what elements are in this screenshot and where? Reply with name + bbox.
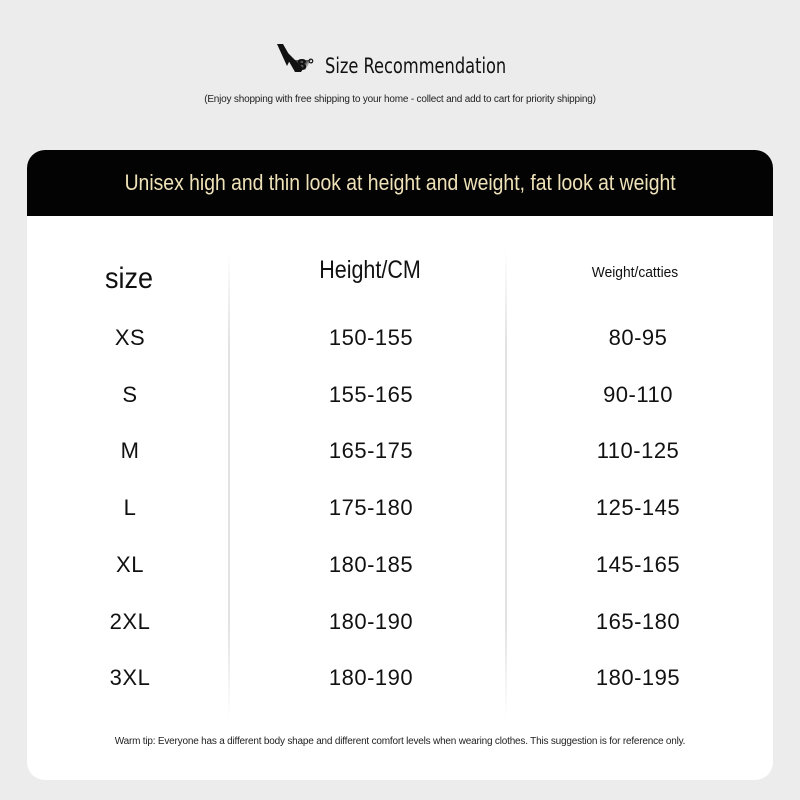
- height-cell: 150-155: [328, 325, 414, 350]
- weight-cell: 145-165: [595, 551, 681, 577]
- height-cell: 155-165: [328, 381, 414, 407]
- page-subtitle: (Enjoy shopping with free shipping to your home - collect and add to cart for priority shipping): [204, 94, 596, 105]
- height-cell: 180-190: [328, 665, 414, 691]
- size-cell: XS: [114, 325, 146, 350]
- header-weight: Weight/catties: [591, 264, 679, 281]
- weight-cell: 165-180: [595, 608, 681, 634]
- weight-cell: 80-95: [608, 325, 668, 350]
- banner: [27, 150, 773, 216]
- size-cell: M: [120, 438, 140, 464]
- weight-cell: 180-195: [595, 665, 681, 691]
- footnote: Warm tip: Everyone has a different body shape and different comfort levels when wearing clothes. This suggestion is for reference only.: [114, 736, 686, 747]
- header-height: Height/CM: [319, 256, 421, 284]
- column-divider: [228, 250, 230, 720]
- weight-cell: 125-145: [595, 495, 681, 521]
- size-cell: XL: [116, 551, 144, 577]
- banner-text: Unisex high and thin look at height and weight, fat look at weight: [124, 170, 676, 195]
- header-size: size: [104, 262, 154, 295]
- weight-cell: 110-125: [596, 438, 680, 464]
- height-cell: 180-190: [328, 608, 414, 634]
- size-cell: S: [122, 381, 138, 407]
- weight-cell: 90-110: [603, 381, 673, 407]
- column-divider: [505, 250, 507, 720]
- page-header: [0, 30, 800, 120]
- height-cell: 175-180: [328, 495, 414, 521]
- page-title: Size Recommendation: [324, 54, 506, 78]
- size-cell: 2XL: [109, 608, 151, 634]
- logo-text: 8°: [296, 56, 315, 74]
- height-cell: 165-175: [328, 438, 414, 464]
- size-cell: L: [123, 495, 137, 521]
- size-chart-card: [27, 150, 773, 780]
- title-row: [0, 36, 800, 82]
- height-cell: 180-185: [328, 551, 414, 577]
- brand-logo-icon: [265, 36, 327, 82]
- size-cell: 3XL: [109, 665, 151, 691]
